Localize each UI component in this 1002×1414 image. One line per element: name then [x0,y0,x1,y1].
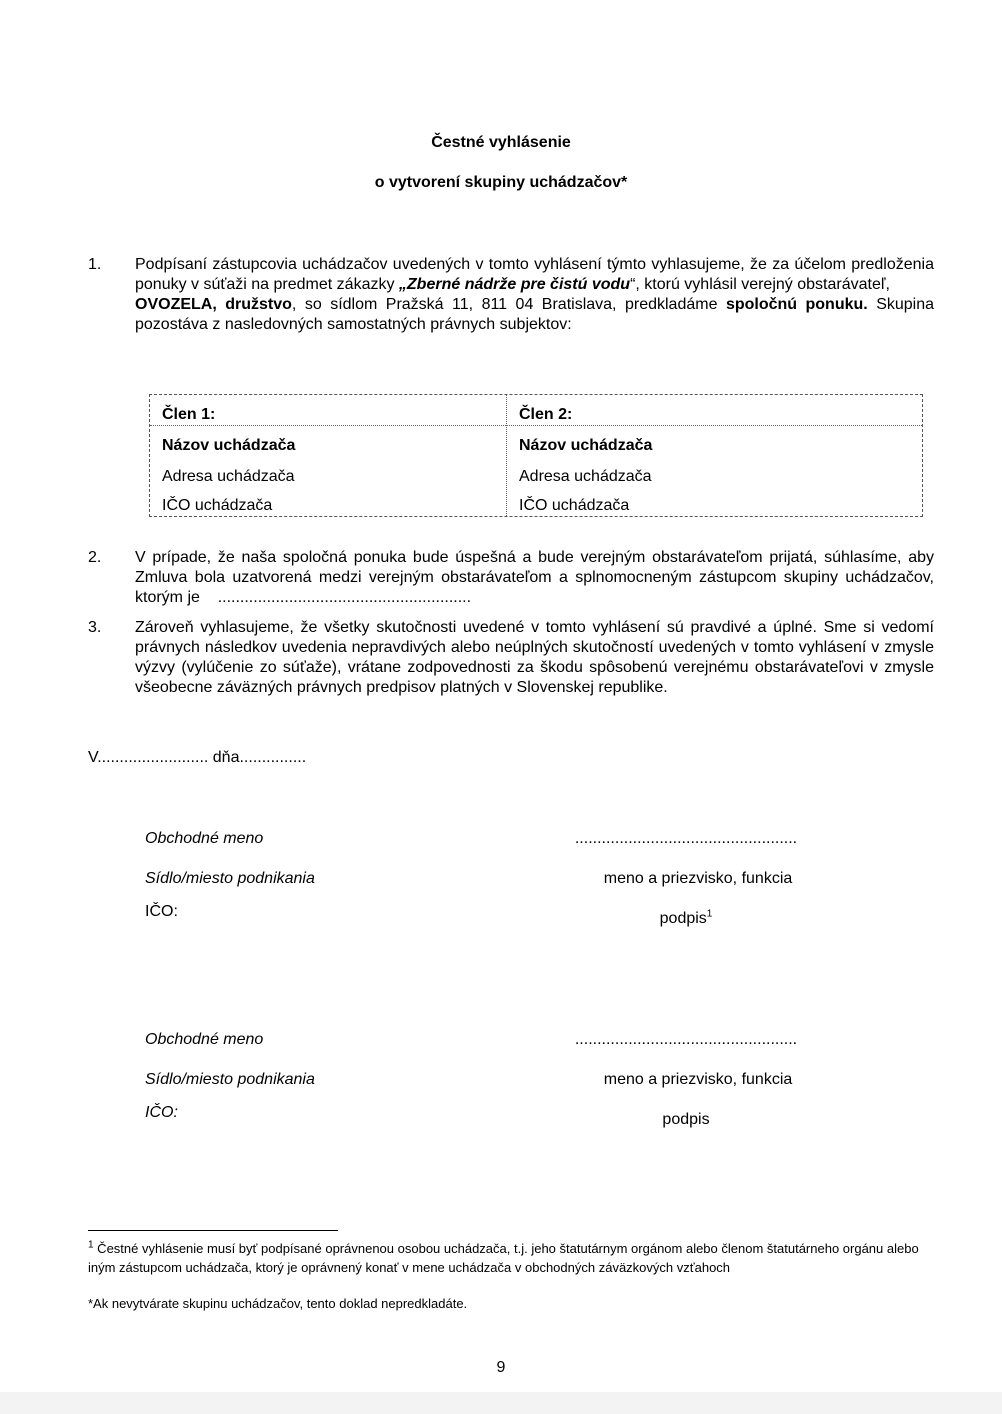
member-header: Člen 2: [519,406,573,423]
ico-label: IČO: [145,1104,178,1121]
place-date-line: V......................... dňa............... [88,749,307,766]
paragraph-text: Skupina pozostáva z nasledovných samostatných právnych subjektov: [135,296,935,333]
paragraph-text: Podpísaní zástupcovia uchádzačov uvedených v tomto vyhlásení týmto vyhlasujeme, že za účelom predloženia ponuky v súťaži na predmet zákazky [135,256,934,293]
member-column-2 [507,395,922,516]
paragraph-number: 2. [88,549,102,566]
representative-blank: ......................................................... [217,589,472,606]
signer-name-label: meno a priezvisko, funkcia [603,870,793,887]
member-address: Adresa uchádzača [162,468,295,485]
members-table [149,394,923,517]
seat-label: Sídlo/miesto podnikania [145,870,315,887]
footnote-text: Čestné vyhlásenie musí byť podpísané oprávnenou osobou uchádzača, t.j. jeho štatutárnym orgánom alebo členom štatutárneho orgánu alebo iným zástupcom uchádzača, ktorý je oprávnený konať v mene uchádzača v obchodných záväzkových vzťahoch [88,1241,919,1275]
paragraph-text: V prípade, že naša spoločná ponuka bude úspešná a bude verejným obstarávateľom prijatá, súhlasíme, aby Zmluva bola uzatvorená medzi verejným obstarávateľom a splnomocneným zástupcom skupiny uchádzačov, ktorým je [135,549,934,606]
paragraph-number: 1. [88,256,102,273]
viewer-bottom-band [0,1392,1002,1414]
document-subtitle: o vytvorení skupiny uchádzačov* [374,174,628,191]
document-title: Čestné vyhlásenie [431,134,571,151]
paragraph-body [135,548,934,608]
company-name-label: Obchodné meno [145,830,264,847]
paragraph-number: 3. [88,619,102,636]
signature-dots: .................................................. [574,1031,798,1048]
signature-label [556,910,816,928]
seat-label: Sídlo/miesto podnikania [145,1071,315,1088]
footnote-1 [88,1239,938,1277]
footnote-separator [88,1230,338,1231]
member-ico: IČO uchádzača [162,497,273,514]
company-name-label: Obchodné meno [145,1031,264,1048]
paragraph-2 [88,548,934,608]
footnote-mark: 1 [88,1239,94,1251]
paragraph-text: , so sídlom Pražská 11, 811 04 Bratislava, predkladáme [291,296,726,313]
paragraph-body: Zároveň vyhlasujeme, že všetky skutočnosti uvedené v tomto vyhlásení sú pravdivé a úplné. Sme si vedomí právnych následkov uvedenia nepravdivých alebo neúplných skutočností uvedených v tomto vyhlásení v zmysle výzvy (vylúčenie zo súťaže), vrátane zodpovednosti za škodu spôsobenú verejnému obstarávateľovi v zmysle všeobecne záväzných právnych predpisov platných v Slovenskej republike. [135,619,934,696]
paragraph-1 [88,255,934,335]
member-address: Adresa uchádzača [519,468,652,485]
authority-name: OVOZELA, družstvo [135,296,292,313]
footnote-ref: 1 [706,908,713,920]
signer-name-label: meno a priezvisko, funkcia [603,1071,793,1088]
signature-text: podpis [659,910,707,927]
joint-offer: spoločnú ponuku. [725,296,868,313]
signature-text: podpis [662,1111,710,1128]
member-header: Člen 1: [162,406,216,423]
member-column-1 [150,395,507,516]
member-ico: IČO uchádzača [519,497,630,514]
paragraph-body [135,255,934,335]
paragraph-text: “, ktorú vyhlásil verejný obstarávateľ, [630,276,890,293]
contract-name: „Zberné nádrže pre čistú vodu [398,276,631,293]
paragraph-3 [88,618,934,698]
member-name: Názov uchádzača [162,437,296,454]
ico-label: IČO: [145,903,178,920]
signature-label [556,1111,816,1129]
page-number: 9 [496,1359,506,1376]
footnote-2: *Ak nevytvárate skupinu uchádzačov, tento doklad nepredkladáte. [88,1296,468,1311]
member-name: Názov uchádzača [519,437,653,454]
signature-dots: .................................................. [574,830,798,847]
